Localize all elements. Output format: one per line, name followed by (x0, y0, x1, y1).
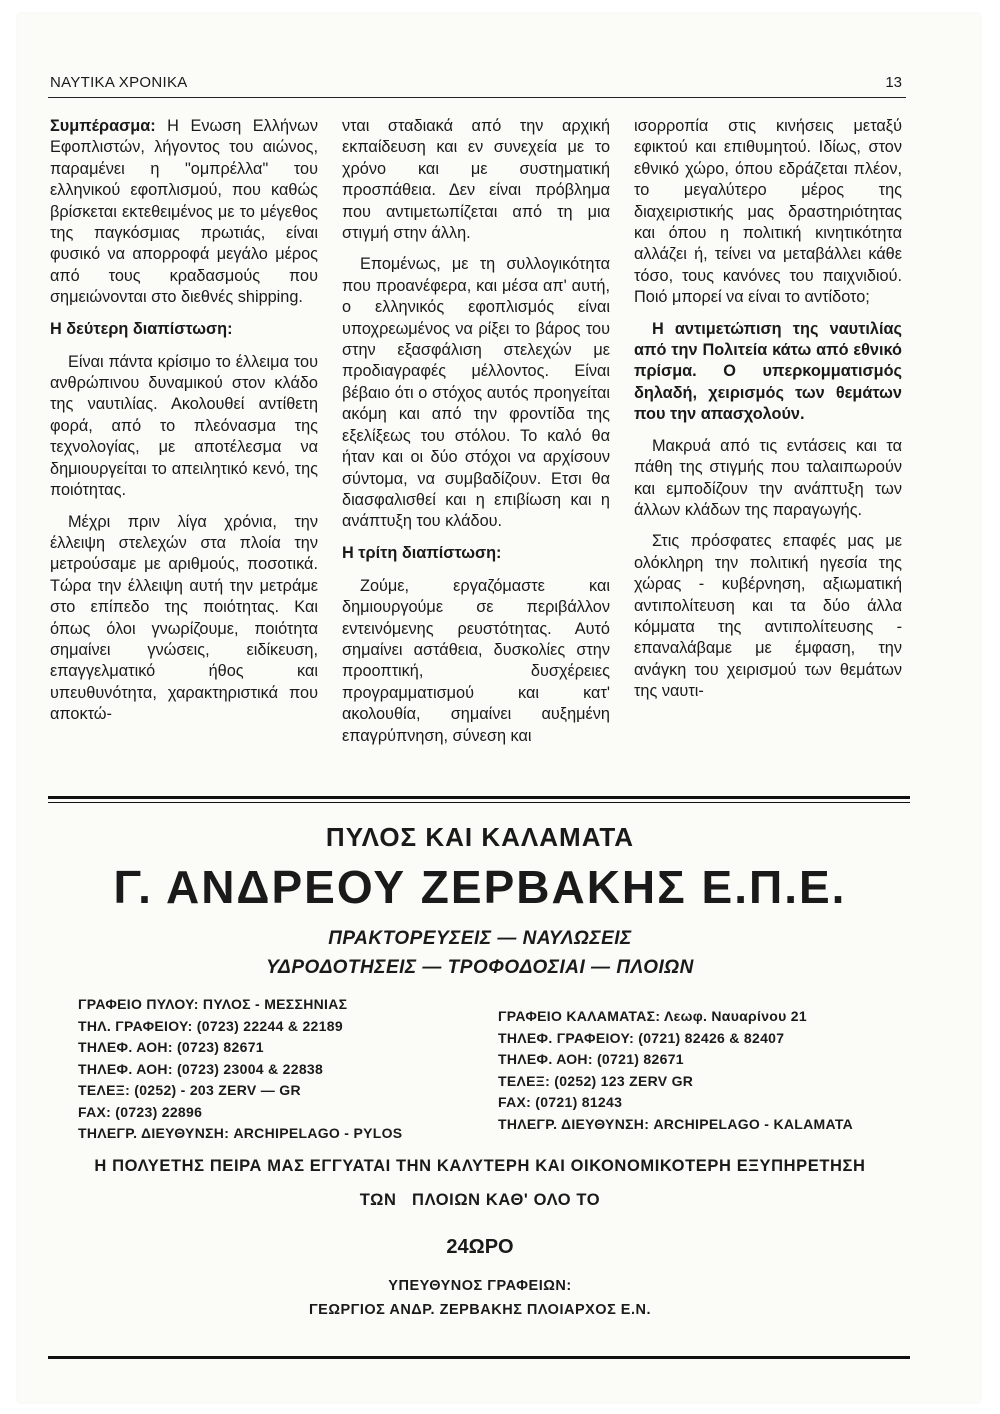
conclusion-lead: Συμπέρασμα: (50, 117, 156, 135)
article-column-1 (50, 116, 318, 736)
tensions-paragraph: Μακρυά από τις εντάσεις και τα πάθη της στιγμής που ταλαιπωρούν και εμποδίζουν την ανάπτυξη των άλλων κλάδων της παραγωγής. (634, 436, 902, 519)
political-contacts-paragraph: Στις πρόσφατες επαφές μας με ολόκληρη την πολιτική ηγεσία της χώρας - κυβέρνηση, αξιωματική αντιπολίτευση και τα δύο άλλα κόμματα της αντιπολίτευσης - επαναλάβαμε με έμφαση, την ανάγκη του χειρισμού των θεμάτων της ναυτι- (634, 532, 902, 701)
kalamata-office-line: ΤΗΛΕΦ. ΓΡΑΦΕΙΟΥ: (0721) 82426 & 82407 (498, 1029, 785, 1046)
third-finding-heading: Η τρίτη διαπίστωση: (342, 543, 502, 562)
national-prism-paragraph: Η αντιμετώπιση της ναυτιλίας από την Πολιτεία κάτω από εθνικό πρίσμα. Ο υπερκομματισμός δηλαδή, χειρισμός των θεμάτων που την απασχολούν. (634, 319, 902, 424)
staff-shortage-paragraph: Μέχρι πριν λίγα χρόνια, την έλλειψη στελεχών στα πλοία την μετρούσαμε με αριθμούς, ποσοτικά. Τώρα την έλλειψη αυτή την μετράμε στο επίπεδο της ποιότητας. Και όπως όλοι γνωρίζουμε, ποιότητα σημαίνει γνώσεις, ειδίκευση, επαγγελματικό ήθος και υπευθυνότητα, χαρακτηριστικά που αποκτώ- (50, 512, 318, 724)
collectivity-paragraph: Επομένως, με τη συλλογικότητα που προανέφερα, και μέσα απ' αυτή, ο ελληνικός εφοπλισμός είναι υποχρεωμένος να ρίξει το βάρος του στην εξασφάλιση στελεχών με προδιαγραφές μέλλοντος. Είναι βέβαιο ότι ο στόχος αυτός προηγείται ακόμη και από την φροντίδα της εξελίξεως του στόλου. Το καλό θα ήταν και οι δύο στόχοι να αρχίσουν σύντομα, να συμβαδίζουν. Ετσι θα διασφαλισθεί και η επιβίωση και η ανάπτυξη του κλάδου. (342, 255, 610, 531)
publication-name: ΝΑΥΤΙΚΑ ΧΡΟΝΙΚΑ (50, 74, 188, 91)
ad-bottom-rule (48, 1356, 910, 1359)
pylos-office-line: ΤΕΛΕΞ: (0252) - 203 ZERV — GR (78, 1082, 301, 1098)
pylos-office-line: FAX: (0723) 22896 (78, 1103, 203, 1120)
conclusion-paragraph (50, 116, 318, 309)
ad-slogan-line-1: Η ΠΟΛΥΕΤΗΣ ΠΕΙΡΑ ΜΑΣ ΕΓΓΥΑΤΑΙ ΤΗΝ ΚΑΛΥΤΕΡΗ ΚΑΙ ΟΙΚΟΝΟΜΙΚΟΤΕΡΗ ΕΞΥΠΗΡΕΤΗΣΗ (94, 1157, 866, 1175)
ad-manager-title: ΥΠΕΥΘΥΝΟΣ ΓΡΑΦΕΙΩΝ: (388, 1278, 572, 1294)
ad-slogan-line-2: ΤΩΝ ΠΛΟΙΩΝ ΚΑΘ' ΟΛΟ ΤΟ (359, 1191, 601, 1209)
second-finding-heading: Η δεύτερη διαπίστωση: (50, 319, 233, 338)
kalamata-office-line: ΤΗΛΕΓΡ. ΔΙΕΥΘΥΝΣΗ: ARCHIPELAGO - KALAMATA (498, 1115, 854, 1132)
training-paragraph: νται σταδιακά από την αρχική εκπαίδευση και εν συνεχεία με το χρόνο και με συστηματική προσπάθεια. Δεν είναι πρόβλημα που αντιμετωπίζεται από τη μια στιγμή στην άλλη. (342, 117, 610, 243)
pylos-office-line: ΤΗΛΕΦ. ΑΟΗ: (0723) 23004 & 22838 (78, 1060, 324, 1077)
article-column-2 (342, 116, 610, 757)
kalamata-office-line: ΓΡΑΦΕΙΟ ΚΑΛΑΜΑΤΑΣ: Λεωφ. Ναυαρίνου 21 (498, 1008, 807, 1024)
balance-paragraph: ισορροπία στις κινήσεις μεταξύ εφικτού και επιθυμητού. Ιδίως, στον εθνικό χώρο, όπου εδράζεται πλέον, το μεγαλύτερο μέρος της διαχειριστικής μας δραστηριότητας και όπου η πολιτική κινητικότητα αλλάζει ή, τείνει να μεταβάλλει κάθε τόσο, τους κανόνες του παιχνιδιού. Ποιό μπορεί να είναι το αντίδοτο; (634, 117, 902, 307)
pylos-office-line: ΓΡΑΦΕΙΟ ΠΥΛΟΥ: ΠΥΛΟΣ - ΜΕΣΣΗΝΙΑΣ (78, 996, 348, 1012)
article-column-3 (634, 116, 902, 713)
ad-services-line-1: ΠΡΑΚΤΟΡΕΥΣΕΙΣ — ΝΑΥΛΩΣΕΙΣ (328, 928, 632, 949)
kalamata-office-block (498, 1006, 853, 1135)
header-rule (48, 97, 906, 98)
ad-city-heading: ΠΥΛΟΣ ΚΑΙ ΚΑΛΑΜΑΤΑ (325, 822, 635, 852)
pylos-office-line: ΤΗΛΕΓΡ. ΔΙΕΥΘΥΝΣΗ: ARCHIPELAGO - PYLOS (78, 1125, 403, 1141)
pylos-office-line: ΤΗΛΕΦ. ΑΟΗ: (0723) 82671 (78, 1039, 264, 1055)
ad-services-line-2: ΥΔΡΟΔΟΤΗΣΕΙΣ — ΤΡΟΦΟΔΟΣΙΑΙ — ΠΛΟΙΩΝ (266, 957, 694, 978)
pylos-office-line: ΤΗΛ. ΓΡΑΦΕΙΟΥ: (0723) 22244 & 22189 (78, 1017, 343, 1034)
ad-manager-name: ΓΕΩΡΓΙΟΣ ΑΝΔΡ. ΖΕΡΒΑΚΗΣ ΠΛΟΙΑΡΧΟΣ Ε.Ν. (308, 1302, 652, 1318)
ad-company-name: Γ. ΑΝΔΡΕΟΥ ΖΕΡΒΑΚΗΣ Ε.Π.Ε. (113, 861, 847, 913)
pylos-office-block (78, 994, 402, 1145)
ad-top-rule (48, 796, 910, 803)
third-finding-paragraph: Ζούμε, εργαζόμαστε και δημιουργούμε σε περιβάλλον εντεινόμενης ρευστότητας. Αυτό σημαίνει αστάθεια, δυσκολίες στην προοπτική, δυσχέρειες προγραμματισμού και κατ' ακολουθία, σημαίνει αυξημένη επαγρύπνηση, σύνεση και (342, 576, 610, 745)
page-number: 13 (885, 74, 902, 91)
ad-service-hours: 24ΩΡΟ (446, 1236, 514, 1258)
kalamata-office-line: ΤΕΛΕΞ: (0252) 123 ZERV GR (498, 1072, 694, 1089)
kalamata-office-line: ΤΗΛΕΦ. ΑΟΗ: (0721) 82671 (498, 1051, 684, 1067)
conclusion-text: Η Ενωση Ελλήνων Εφοπλιστών, λήγοντος του αιώνος, παραμένει η "ομπρέλλα" του ελληνικού εφοπλισμού, που καθώς βρίσκεται εκτεθειμένος με το μέγεθος της παγκόσμιας πρωτιάς, είναι φυσικό να απορροφά μεγάλο μέρος από τους κραδασμούς που σημειώνονται στο διεθνές shipping. (50, 117, 318, 307)
kalamata-office-line: FAX: (0721) 81243 (498, 1094, 623, 1110)
second-finding-paragraph: Είναι πάντα κρίσιμο το έλλειμα του ανθρώπινου δυναμικού στον κλάδο της ναυτιλίας. Ακολουθεί αντίθετη φορά, από το πλεόνασμα της τεχνολογίας, με αποτέλεσμα να δημιουργείται το απειλητικό κενό, της ποιότητας. (50, 352, 318, 500)
